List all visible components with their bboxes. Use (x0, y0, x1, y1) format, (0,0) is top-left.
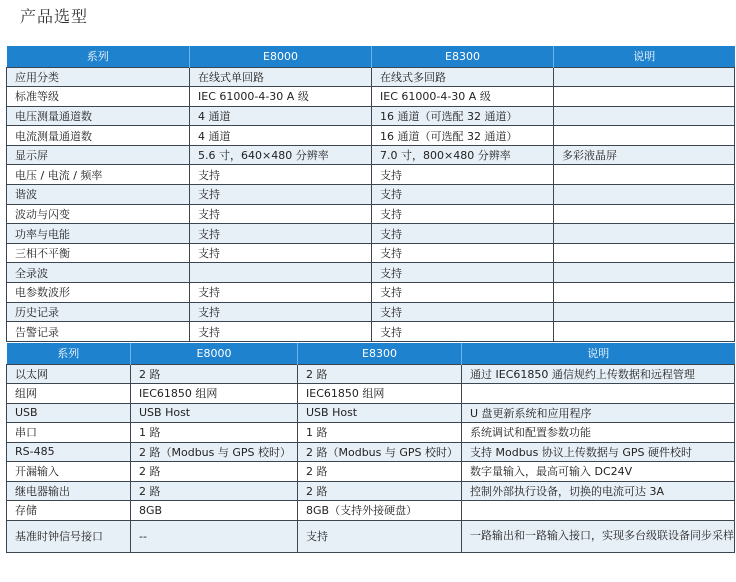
page-title: 产品选型 (20, 7, 89, 26)
row-label-cell: 标准等级 (7, 87, 190, 107)
table-row (7, 302, 735, 322)
table-cell: 2 路 (131, 364, 298, 384)
table-cell: 支持 (190, 165, 372, 185)
table-cell: 16 通道（可选配 32 通道） (372, 126, 554, 146)
table-row (7, 283, 735, 303)
table-row (7, 87, 735, 107)
table-cell: 支持 Modbus 协议上传数据与 GPS 硬件校时 (462, 442, 735, 462)
table-row (7, 204, 735, 224)
table-row (7, 481, 735, 501)
table-row (7, 520, 735, 552)
table-row (7, 126, 735, 146)
row-label-cell: 开漏输入 (7, 462, 131, 482)
table-cell: 支持 (190, 185, 372, 205)
column-header: E8300 (372, 46, 554, 67)
column-header: 系列 (7, 46, 190, 67)
table-row (7, 384, 735, 404)
table-cell: 支持 (372, 224, 554, 244)
table-cell: IEC 61000-4-30 A 级 (372, 87, 554, 107)
table-cell (554, 243, 735, 263)
table-cell: 支持 (190, 204, 372, 224)
spec-table-display (6, 46, 735, 342)
table-header-row (7, 343, 735, 364)
table-cell (554, 185, 735, 205)
row-label-cell: 历史记录 (7, 302, 190, 322)
row-label-cell: 应用分类 (7, 67, 190, 87)
table-cell: 1 路 (131, 423, 298, 443)
table-cell: 在线式多回路 (372, 67, 554, 87)
table-cell: 2 路 (131, 481, 298, 501)
table-cell: 支持 (372, 185, 554, 205)
row-label-cell: 基准时钟信号接口 (7, 520, 131, 552)
table-cell: 支持 (190, 224, 372, 244)
row-label-cell: 全录波 (7, 263, 190, 283)
table-cell: 支持 (372, 302, 554, 322)
table-cell: 支持 (372, 204, 554, 224)
table-row (7, 501, 735, 521)
row-label-cell: RS-485 (7, 442, 131, 462)
table-cell: 支持 (372, 322, 554, 342)
row-label-cell: 存储 (7, 501, 131, 521)
table-cell: 5.6 寸，640×480 分辨率 (190, 145, 372, 165)
table-cell: 支持 (190, 283, 372, 303)
table-row (7, 322, 735, 342)
row-label-cell: 功率与电能 (7, 224, 190, 244)
table-cell (190, 263, 372, 283)
table-cell: 7.0 寸，800×480 分辨率 (372, 145, 554, 165)
table-cell: 支持 (190, 322, 372, 342)
column-header: 系列 (7, 343, 131, 364)
table-cell: 16 通道（可选配 32 通道） (372, 106, 554, 126)
table-cell: 2 路 (298, 481, 462, 501)
row-label-cell: 电压 / 电流 / 频率 (7, 165, 190, 185)
table-cell: 支持 (372, 165, 554, 185)
table-cell: USB Host (298, 403, 462, 423)
table-cell: 支持 (372, 283, 554, 303)
row-label-cell: 组网 (7, 384, 131, 404)
table-cell: 在线式单回路 (190, 67, 372, 87)
table-cell: 数字量输入，最高可输入 DC24V (462, 462, 735, 482)
row-label-cell: 继电器输出 (7, 481, 131, 501)
table-cell (554, 224, 735, 244)
table-cell (554, 283, 735, 303)
table-cell: 支持 (298, 520, 462, 552)
table-cell (554, 165, 735, 185)
table-row (7, 185, 735, 205)
table-row (7, 442, 735, 462)
table-cell: 支持 (372, 263, 554, 283)
table-cell: 2 路 (298, 364, 462, 384)
column-header: E8000 (131, 343, 298, 364)
column-header: 说明 (462, 343, 735, 364)
table-cell: 1 路 (298, 423, 462, 443)
table-cell: 8GB (131, 501, 298, 521)
table-cell: U 盘更新系统和应用程序 (462, 403, 735, 423)
table-row (7, 224, 735, 244)
table-cell (554, 322, 735, 342)
row-label-cell: USB (7, 403, 131, 423)
table-cell: 2 路（Modbus 与 GPS 校时） (131, 442, 298, 462)
table-row (7, 165, 735, 185)
table-cell: 支持 (372, 243, 554, 263)
row-label-cell: 电参数波形 (7, 283, 190, 303)
table-cell: IEC 61000-4-30 A 级 (190, 87, 372, 107)
table-row (7, 67, 735, 87)
row-label-cell: 串口 (7, 423, 131, 443)
table-cell: 8GB（支持外接硬盘） (298, 501, 462, 521)
column-header: E8000 (190, 46, 372, 67)
table-cell: IEC61850 组网 (131, 384, 298, 404)
table-cell: 一路输出和一路输入接口，实现多台级联设备同步采样 (462, 520, 735, 552)
table-cell (554, 204, 735, 224)
table-cell: 2 路 (131, 462, 298, 482)
row-label-cell: 电流测量通道数 (7, 126, 190, 146)
table-cell: 2 路 (298, 462, 462, 482)
table-row (7, 364, 735, 384)
table-cell (554, 106, 735, 126)
table-cell: 支持 (190, 302, 372, 322)
table-cell: -- (131, 520, 298, 552)
table-cell: 2 路（Modbus 与 GPS 校时） (298, 442, 462, 462)
table-cell: USB Host (131, 403, 298, 423)
table-row (7, 403, 735, 423)
row-label-cell: 以太网 (7, 364, 131, 384)
table-cell: 系统调试和配置参数功能 (462, 423, 735, 443)
table-cell: 支持 (190, 243, 372, 263)
column-header: 说明 (554, 46, 735, 67)
spec-table-interface (6, 343, 735, 553)
table-cell (462, 384, 735, 404)
table-cell (554, 87, 735, 107)
table-cell: 4 通道 (190, 106, 372, 126)
table-cell: 4 通道 (190, 126, 372, 146)
table-row (7, 106, 735, 126)
table-cell: 通过 IEC61850 通信规约上传数据和远程管理 (462, 364, 735, 384)
row-label-cell: 谐波 (7, 185, 190, 205)
column-header: E8300 (298, 343, 462, 364)
table-row (7, 145, 735, 165)
row-label-cell: 告警记录 (7, 322, 190, 342)
row-label-cell: 三相不平衡 (7, 243, 190, 263)
table-row (7, 263, 735, 283)
table-cell (462, 501, 735, 521)
table-row (7, 243, 735, 263)
table-cell (554, 302, 735, 322)
table-header-row (7, 46, 735, 67)
table-cell (554, 126, 735, 146)
table-row (7, 423, 735, 443)
row-label-cell: 波动与闪变 (7, 204, 190, 224)
table-cell (554, 67, 735, 87)
table-row (7, 462, 735, 482)
row-label-cell: 显示屏 (7, 145, 190, 165)
table-cell: 多彩液晶屏 (554, 145, 735, 165)
row-label-cell: 电压测量通道数 (7, 106, 190, 126)
table-cell (554, 263, 735, 283)
table-cell: IEC61850 组网 (298, 384, 462, 404)
table-cell: 控制外部执行设备，切换的电流可达 3A (462, 481, 735, 501)
